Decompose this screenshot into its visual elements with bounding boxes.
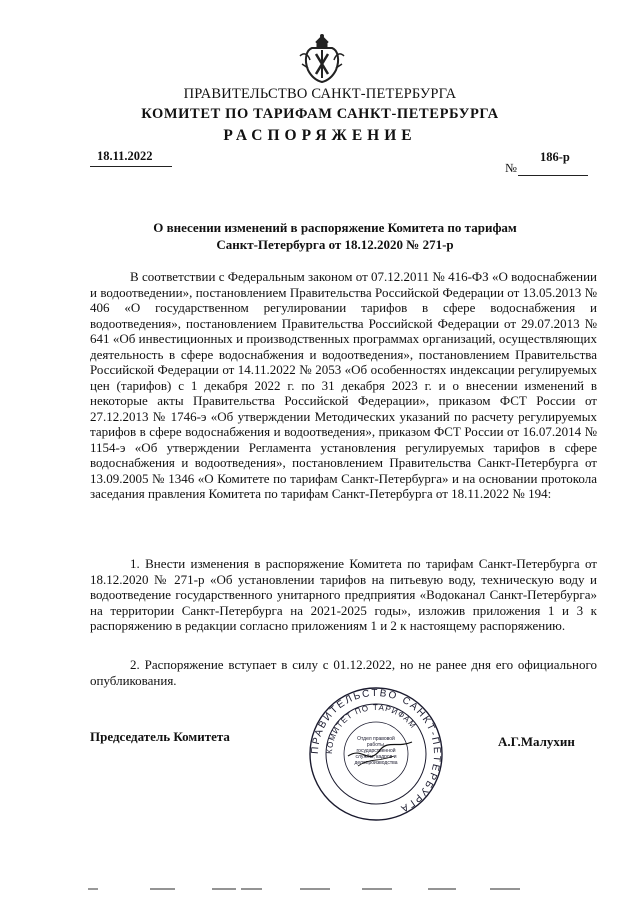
- committee-heading: КОМИТЕТ ПО ТАРИФАМ САНКТ-ПЕТЕРБУРГА: [141, 106, 499, 122]
- stamp-center-text: Отдел правовой работы, государственной службы, кадров и делопроизводства: [354, 736, 398, 766]
- item-2-paragraph: [90, 657, 597, 688]
- number-sign: №: [505, 161, 517, 175]
- stamp-inner-text: КОМИТЕТ ПО ТАРИФАМ: [324, 702, 418, 755]
- signatory-name: А.Г.Малухин: [498, 734, 575, 749]
- number-underline: [518, 175, 588, 176]
- scan-edge-marks: [0, 886, 640, 892]
- document-type: РАСПОРЯЖЕНИЕ: [223, 127, 417, 144]
- item-1-paragraph: [90, 556, 597, 634]
- subject-line-1: О внесении изменений в распоряжение Комитета по тарифам: [153, 220, 517, 235]
- document-date: 18.11.2022: [97, 149, 153, 163]
- subject-line-2: Санкт-Петербурга от 18.12.2020 № 271-р: [216, 237, 454, 252]
- date-underline: [90, 166, 172, 167]
- preamble-text: В соответствии с Федеральным законом от 07.12.2011 № 416-ФЗ «О водоснабжении и водоотведении», постановлением Правительства Российской Федерации от 13.05.2013 № 406 «О государственном регулировании тарифов в сфере водоснабжения и водоотведения», постановлением Правительства Российской Федерации от 29.07.2013 № 641 «Об инвестиционных и производственных программах организаций, осуществляющих деятельность в сфере водоснабжения и водоотведения», постановлением Правительства Российской Федерации от 14.11.2022 № 2053 «Об особенностях индексации регулируемых цен (тарифов) с 1 декабря 2022 г. по 31 декабря 2023 г. и о внесении изменений в некоторые акты Правительства Российской Федерации», приказом ФСТ России от 27.12.2013 № 1746-э «Об утверждении Методических указаний по расчету регулируемых тарифов в сфере водоснабжения и водоотведения», приказом ФСТ России от 16.07.2014 № 1154-э «Об утверждении Регламента установления регулируемых тарифов в сфере водоснабжения и водоотведения», постановлением Правительства Санкт-Петербурга от 13.09.2005 № 1346 «О Комитете по тарифам Санкт-Петербурга» и на основании протокола заседания правления Комитета по тарифам Санкт-Петербурга от 18.11.2022 № 194:: [90, 269, 597, 501]
- preamble-paragraph: [90, 269, 597, 502]
- official-stamp: [308, 686, 444, 822]
- document-subject: [110, 219, 560, 253]
- document-number: 186-р: [540, 150, 570, 164]
- government-heading: ПРАВИТЕЛЬСТВО САНКТ-ПЕТЕРБУРГА: [183, 86, 457, 102]
- item-1-text: 1. Внести изменения в распоряжение Комитета по тарифам Санкт-Петербурга от 18.12.2020 № 271-р «Об установлении тарифов на питьевую воду, техническую воду и водоотведение государственного унитарного предприятия «Водоканал Санкт-Петербурга» на территории Санкт-Петербурга на 2021-2025 годы», изложив приложения 1 и 3 к распоряжению в редакции согласно приложениям 1 и 2 к настоящему распоряжению.: [90, 556, 597, 633]
- signatory-position: Председатель Комитета: [90, 729, 230, 744]
- coat-of-arms-icon: [298, 34, 346, 84]
- stamp-outer-text: ПРАВИТЕЛЬСТВО САНКТ-ПЕТЕРБУРГА: [309, 687, 443, 815]
- item-2-text: 2. Распоряжение вступает в силу с 01.12.2022, но не ранее дня его официального опубликования.: [90, 657, 597, 688]
